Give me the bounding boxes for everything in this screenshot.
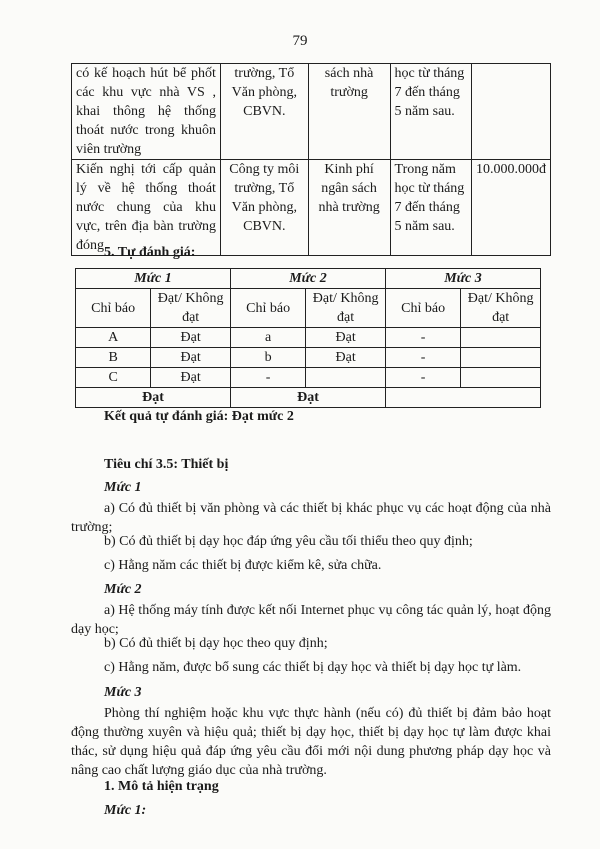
self-eval-table	[75, 268, 541, 408]
level-1-summary: Đạt	[76, 388, 231, 408]
level-2-item-a: a) Hệ thống máy tính được kết nối Internet phục vụ công tác quản lý, hoạt động dạy học;	[71, 603, 551, 637]
criterion-title: Tiêu chí 3.5: Thiết bị	[104, 457, 229, 472]
table-row	[72, 160, 551, 256]
table-row	[76, 289, 541, 328]
cost-cell	[471, 64, 550, 160]
level-3-summary	[385, 388, 540, 408]
table-cell: -	[230, 368, 305, 388]
table-cell	[306, 368, 386, 388]
level-3-header: Mức 3	[385, 269, 540, 289]
table-cell: Đạt	[306, 328, 386, 348]
funding-cell: Kinh phí ngân sách nhà trường	[308, 160, 390, 256]
task-cell: có kế hoạch hút bể phốt các khu vực nhà VS , khai thông hệ thống thoát nước trong khuôn viên trường	[72, 64, 221, 160]
time-cell: học từ tháng 7 đến tháng 5 năm sau.	[390, 64, 471, 160]
table-cell: A	[76, 328, 151, 348]
table-row	[76, 368, 541, 388]
responsible-cell: Công ty môi trường, Tổ Văn phòng, CBVN.	[220, 160, 308, 256]
action-plan-table	[71, 63, 551, 256]
table-cell	[461, 328, 541, 348]
status-level-1: Mức 1:	[104, 803, 147, 818]
table-cell: Đạt	[306, 348, 386, 368]
table-cell: -	[385, 368, 460, 388]
column-header: Đạt/ Không đạt	[306, 289, 386, 328]
level-1-item-a: a) Có đủ thiết bị văn phòng và các thiết bị khác phục vụ các hoạt động của nhà trường;	[71, 501, 551, 535]
table-row	[76, 388, 541, 408]
table-cell: Đạt	[151, 368, 231, 388]
level-2-summary: Đạt	[230, 388, 385, 408]
level-1-header: Mức 1	[76, 269, 231, 289]
cost-cell: 10.000.000đ	[471, 160, 550, 256]
table-cell	[461, 348, 541, 368]
level-2-header: Mức 2	[230, 269, 385, 289]
column-header: Đạt/ Không đạt	[151, 289, 231, 328]
column-header: Đạt/ Không đạt	[461, 289, 541, 328]
result-line: Kết quả tự đánh giá: Đạt mức 2	[104, 409, 294, 424]
table-cell: B	[76, 348, 151, 368]
table-row	[76, 328, 541, 348]
level-2-item-c: c) Hằng năm, được bổ sung các thiết bị dạy học và thiết bị dạy học tự làm.	[104, 660, 522, 675]
table-cell	[461, 368, 541, 388]
level-2-item-b: b) Có đủ thiết bị dạy học theo quy định;	[104, 636, 328, 651]
column-header: Chỉ báo	[230, 289, 305, 328]
table-cell: a	[230, 328, 305, 348]
table-cell: Đạt	[151, 328, 231, 348]
self-eval-heading: 5. Tự đánh giá:	[104, 245, 196, 260]
table-cell: C	[76, 368, 151, 388]
level-3-text: Phòng thí nghiệm hoặc khu vực thực hành (nếu có) đủ thiết bị đảm bảo hoạt động thường xuyên và hiệu quả; thiết bị dạy học, thiết bị dạy học tự làm được khai thác, sử dụng hiệu quả đáp ứng yêu cầu đổi mới nội dung phương pháp dạy học và nâng cao chất lượng giáo dục của nhà trường.	[71, 706, 551, 778]
table-row	[76, 348, 541, 368]
funding-cell: sách nhà trường	[308, 64, 390, 160]
time-cell: Trong năm học từ tháng 7 đến tháng 5 năm sau.	[390, 160, 471, 256]
responsible-cell: trường, Tổ Văn phòng, CBVN.	[220, 64, 308, 160]
table-cell: b	[230, 348, 305, 368]
table-cell: Đạt	[151, 348, 231, 368]
level-1-item-c: c) Hằng năm các thiết bị được kiểm kê, sửa chữa.	[104, 558, 382, 573]
level-3-title: Mức 3	[104, 685, 142, 700]
task-cell: Kiến nghị tới cấp quản lý về hệ thống thoát nước chung của khu vực, trên địa bàn trường đóng	[72, 160, 221, 256]
table-cell: -	[385, 328, 460, 348]
level-1-title: Mức 1	[104, 480, 142, 495]
table-row	[76, 269, 541, 289]
page-number: 79	[292, 33, 308, 49]
table-row	[72, 64, 551, 160]
column-header: Chỉ báo	[76, 289, 151, 328]
table-cell: -	[385, 348, 460, 368]
level-1-item-b: b) Có đủ thiết bị dạy học đáp ứng yêu cầu tối thiểu theo quy định;	[104, 534, 473, 549]
column-header: Chỉ báo	[385, 289, 460, 328]
level-2-title: Mức 2	[104, 582, 142, 597]
status-heading: 1. Mô tả hiện trạng	[104, 779, 219, 794]
